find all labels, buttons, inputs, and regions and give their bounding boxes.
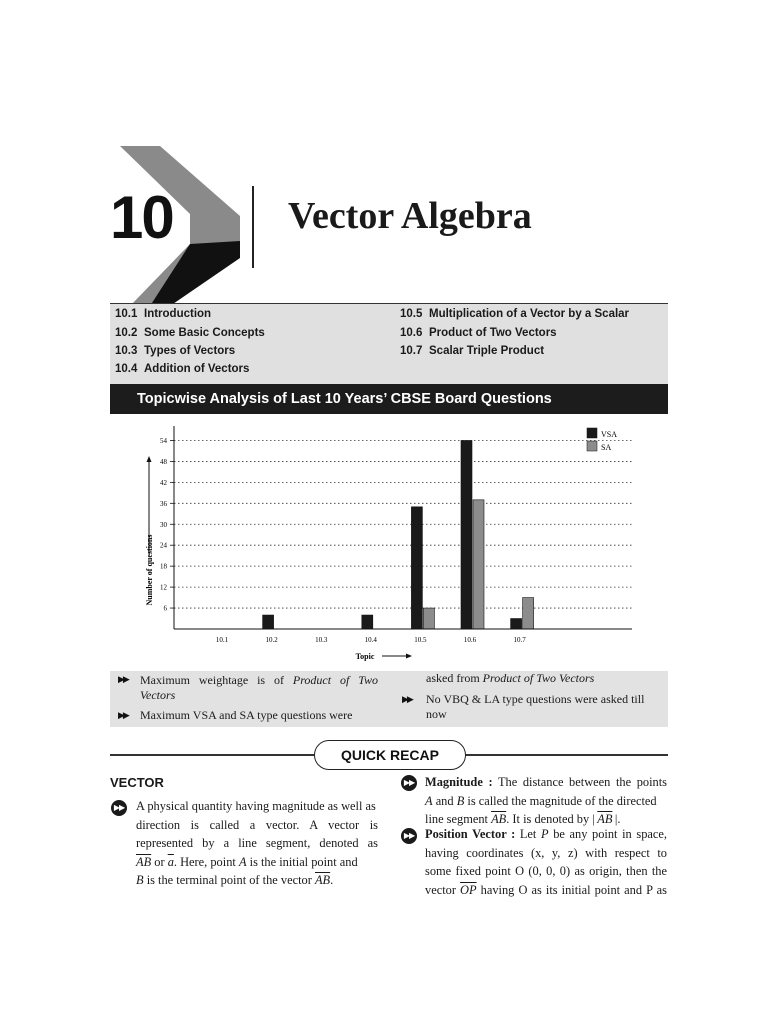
title-divider <box>252 186 254 268</box>
magnitude-text: and <box>435 793 454 808</box>
bar-vsa <box>263 615 274 629</box>
vector-def-line: represented by a line segment, denoted as <box>136 836 378 850</box>
y-axis-arrowhead <box>147 456 152 462</box>
bar-vsa <box>362 615 373 629</box>
double-arrow-icon: ▶▶ <box>118 674 128 684</box>
toc-number: 10.7 <box>400 345 423 357</box>
double-arrow-icon: ▶▶ <box>402 694 412 704</box>
toc-number: 10.4 <box>115 363 138 375</box>
observation-2-cont-text: asked from <box>426 671 480 685</box>
vector-def-text: or <box>154 854 165 869</box>
position-vector-term: Position Vector : <box>425 827 516 841</box>
position-vector-text: Let <box>519 827 537 841</box>
position-vector-line <box>425 881 667 900</box>
legend-label-sa: SA <box>601 443 612 452</box>
point-a: A <box>238 854 247 869</box>
toc-label: Some Basic Concepts <box>144 327 265 339</box>
double-arrow-icon: ▶▶ <box>401 775 417 791</box>
toc-item[interactable] <box>400 308 629 320</box>
observation-2-cont-emphasis: Product of Two Vectors <box>482 671 595 685</box>
vector-ab-symbol: $\overline{AB}$ <box>136 854 152 869</box>
x-tick-label: 10.1 <box>215 636 229 644</box>
point-a: A <box>425 793 433 808</box>
vector-def-text: is the terminal point of the vector <box>146 873 312 887</box>
toc-label: Types of Vectors <box>144 345 236 357</box>
observations-box <box>110 671 668 727</box>
bar-sa <box>473 500 484 629</box>
double-arrow-icon: ▶▶ <box>111 800 127 816</box>
position-vector-line: having coordinates (x, y, z) with respect to <box>425 845 667 860</box>
x-tick-label: 10.7 <box>513 636 526 644</box>
double-arrow-icon: ▶▶ <box>118 710 128 720</box>
x-tick-label: 10.2 <box>265 636 278 644</box>
y-tick-label: 18 <box>160 562 167 571</box>
observation-3 <box>426 692 666 722</box>
toc-label: Multiplication of a Vector by a Scalar <box>429 308 630 320</box>
toc-label: Product of Two Vectors <box>429 327 557 339</box>
observation-1-emphasis: Product of Two Vectors <box>140 673 378 702</box>
magnitude-line <box>425 773 667 792</box>
bar-sa <box>523 598 534 629</box>
y-tick-label: 36 <box>160 499 167 508</box>
magnitude-text: . It is denoted by <box>506 812 590 826</box>
observation-2-continued <box>426 671 666 686</box>
toc-item[interactable] <box>115 308 211 320</box>
legend-label-vsa: VSA <box>601 430 618 439</box>
vector-definition <box>136 797 378 890</box>
y-tick-label: 54 <box>160 436 167 445</box>
magnitude-line <box>425 792 667 811</box>
magnitude-text: is called the magnitude of the directed <box>467 793 657 808</box>
vector-def-line: direction is called a vector. A vector is <box>136 817 378 832</box>
point-p: P <box>541 827 549 841</box>
quick-recap-label: QUICK RECAP <box>314 740 466 770</box>
observation-1 <box>140 673 378 703</box>
bar-sa <box>423 608 434 629</box>
x-axis-arrowhead <box>406 654 412 659</box>
x-tick-label: 10.3 <box>315 636 328 644</box>
position-vector-text: vector <box>425 882 456 897</box>
vector-ab-symbol: $\overline{AB}$ <box>597 812 613 826</box>
chapter-title: Vector Algebra <box>288 195 532 237</box>
toc-item[interactable] <box>400 345 544 357</box>
toc-number: 10.5 <box>400 308 423 320</box>
vector-a-symbol: $\overline{a}$ <box>167 854 174 869</box>
vector-def-text: . Here, point <box>173 854 236 869</box>
vector-heading: VECTOR <box>110 775 164 790</box>
y-tick-label: 42 <box>160 478 167 487</box>
y-tick-label: 30 <box>160 520 167 529</box>
position-vector-text: having O as its initial point and P as <box>480 882 667 897</box>
analysis-banner <box>110 384 668 414</box>
toc-item[interactable] <box>115 363 249 375</box>
x-axis-label: Topic <box>355 652 375 661</box>
y-tick-label: 24 <box>160 541 167 550</box>
y-tick-label: 6 <box>163 604 167 613</box>
observation-1-text: Maximum weightage is of <box>140 673 284 687</box>
y-tick-label: 12 <box>160 583 167 592</box>
toc-number: 10.2 <box>115 327 138 339</box>
vector-ab-symbol: $\overline{AB}$ <box>491 812 507 826</box>
vector-ab-symbol: $\overline{AB}$ <box>314 873 331 887</box>
toc-number: 10.6 <box>400 327 423 339</box>
toc-number: 10.3 <box>115 345 138 357</box>
double-arrow-icon: ▶▶ <box>401 828 417 844</box>
vector-def-line <box>136 853 378 872</box>
position-vector-text: be any point in space, <box>553 827 667 841</box>
bar-vsa <box>511 619 522 629</box>
toc-label: Scalar Triple Product <box>429 345 545 357</box>
magnitude-abs: | $\overline{AB}$ |. <box>592 812 621 826</box>
observation-2-text: Maximum VSA and SA type questions were <box>140 708 353 722</box>
chapter-number: 10 <box>110 184 173 251</box>
x-tick-label: 10.4 <box>364 636 377 644</box>
observation-2 <box>140 708 378 723</box>
toc-item[interactable] <box>115 327 265 339</box>
magnitude-paragraph <box>425 773 667 829</box>
legend-swatch-vsa <box>587 428 597 438</box>
position-vector-line: some fixed point O (0, 0, 0) as origin, then the <box>425 864 667 878</box>
bar-vsa <box>461 440 472 629</box>
analysis-title: Topicwise Analysis of Last 10 Years’ CBSE Board Questions <box>137 391 552 407</box>
bar-vsa <box>411 507 422 629</box>
y-tick-label: 48 <box>160 457 167 466</box>
magnitude-text: line segment <box>425 812 488 826</box>
x-tick-label: 10.6 <box>463 636 477 644</box>
toc-item[interactable] <box>400 327 557 339</box>
position-vector-paragraph <box>425 825 667 899</box>
y-axis-label: Number of questions <box>145 534 154 606</box>
legend-swatch-sa <box>587 441 597 451</box>
topicwise-bar-chart <box>110 418 668 668</box>
observation-3-text: No VBQ & LA type questions were asked till now <box>426 692 645 721</box>
vector-def-line: A physical quantity having magnitude as well as <box>136 799 376 813</box>
toc-number: 10.1 <box>115 308 138 320</box>
toc-label: Introduction <box>144 308 212 320</box>
vector-op-symbol: $\overline{OP}$ <box>460 882 477 897</box>
vector-def-line <box>136 871 378 890</box>
point-b: B <box>136 873 144 887</box>
magnitude-text: The distance between the points <box>497 775 667 789</box>
vector-def-text: is the initial point and <box>249 854 358 869</box>
point-b: B <box>456 793 465 808</box>
position-vector-line <box>425 825 667 844</box>
magnitude-term: Magnitude : <box>425 775 493 789</box>
chart-legend <box>587 428 617 452</box>
vector-def-text: . <box>330 873 334 887</box>
toc-item[interactable] <box>115 345 235 357</box>
x-tick-label: 10.5 <box>414 636 427 644</box>
chapter-contents <box>110 303 668 384</box>
toc-label: Addition of Vectors <box>144 363 250 375</box>
